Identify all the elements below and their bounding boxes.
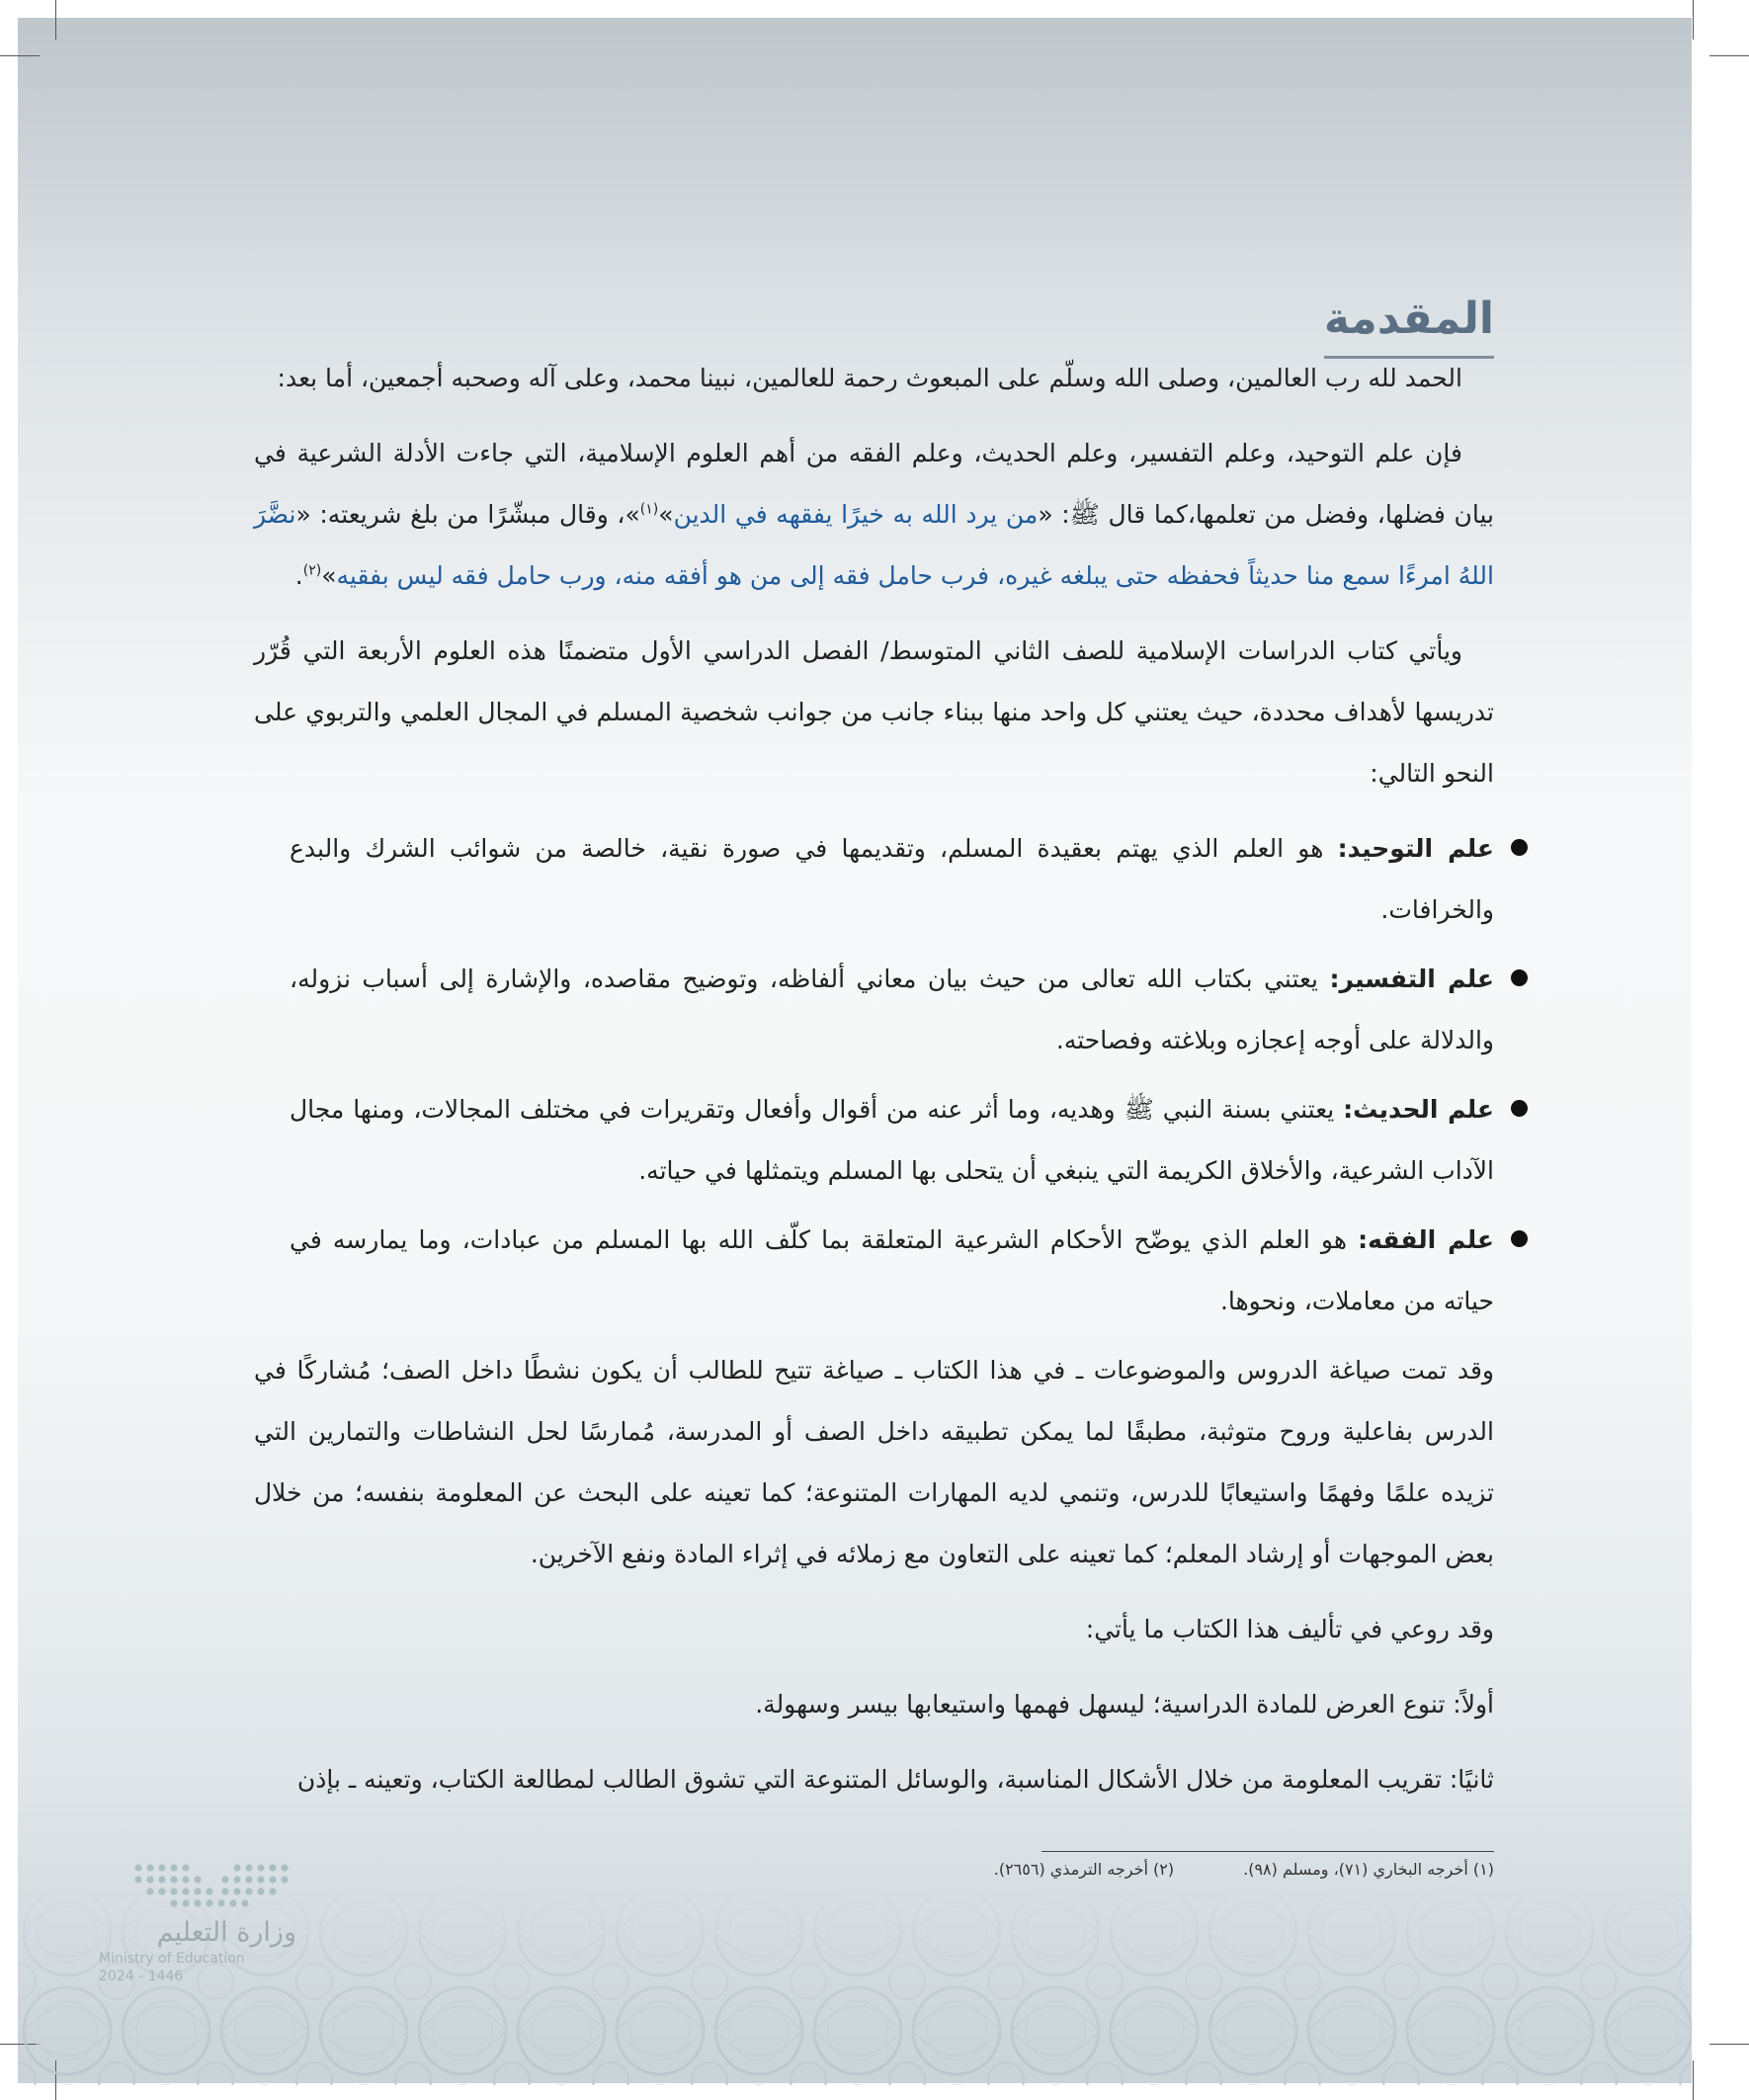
list-item — [290, 949, 1494, 1071]
crop-mark — [1709, 2044, 1749, 2045]
term-description: يعتني بسنة النبي ﷺ وهديه، وما أثر عنه من أقوال وأفعال وتقريرات في مختلف المجالات، ومنها مجال الآداب الشرعية، والأخلاق الكريمة التي ينبغي أن يتحلى بها المسلم ويتمثلها في حياته. — [290, 1095, 1494, 1185]
footnote-reference: (١) — [639, 501, 659, 518]
bullet-icon — [1511, 969, 1528, 986]
list-item — [290, 818, 1494, 941]
paragraph-lesson-design: وقد تمت صياغة الدروس والموضوعات ـ في هذا الكتاب ـ صياغة تتيح للطالب أن يكون نشطًا داخل الصف؛ مُشاركًا في الدرس بفاعلية وروح متوثبة، مطبقًا لما يمكن تطبيقه داخل الصف أو المدرسة، مُمارسًا لحل النشاطات والتمارين التي تزيده علمًا وفهمًا واستيعابًا للدرس، وتنمي لديه المهارات المتنوعة؛ كما تعينه على البحث عن المعلومة بنفسه؛ من خلال بعض الموجهات أو إرشاد المعلم؛ كما تعينه على التعاون مع زملائه في إثراء المادة ونفع الآخرين. — [254, 1356, 1494, 1568]
paragraph-text: . — [294, 561, 303, 590]
edition-year: 2024 - 1446 — [99, 1969, 184, 1985]
term-label: علم الحديث: — [1343, 1095, 1494, 1124]
hadith-quote: نضَّرَ اللهُ امرءًا سمع منا حديثاً فحفظه حتى يبلغه غيره، فرب حامل فقه إلى من هو أفقه منه، ورب حامل فقه ليس بفقيه — [254, 500, 1494, 590]
bullet-icon — [1511, 839, 1528, 856]
bullet-icon — [1511, 1230, 1528, 1247]
introduction-body — [254, 348, 1494, 1824]
ministry-name-arabic: وزارة التعليم — [156, 1917, 296, 1948]
list-item — [290, 1079, 1494, 1202]
ministry-name-english: Ministry of Education — [99, 1951, 245, 1968]
paragraph-opening: الحمد لله رب العالمين، وصلى الله وسلّم على المبعوث رحمة للعالمين، نبينا محمد، وعلى آله وصحبه أجمعين، أما بعد: — [277, 364, 1462, 392]
bullet-icon — [1511, 1100, 1528, 1117]
crop-mark — [1709, 55, 1749, 56]
ministry-logo-icon — [128, 1858, 296, 1909]
paragraph-text: »، وقال مبشّرًا من بلغ شريعته: « — [295, 500, 640, 529]
sciences-list — [254, 818, 1494, 1332]
paragraph-considerations: وقد روعي في تأليف هذا الكتاب ما يأتي: — [1085, 1615, 1494, 1643]
term-label: علم الفقه: — [1358, 1225, 1494, 1254]
term-label: علم التفسير: — [1329, 965, 1494, 993]
hadith-quote: من يرد الله به خيرًا يفقهه في الدين — [673, 500, 1039, 529]
crop-mark — [0, 55, 40, 56]
paragraph-first-point: أولاً: تنوع العرض للمادة الدراسية؛ ليسهل فهمها واستيعابها بيسر وسهولة. — [755, 1690, 1494, 1719]
term-description: يعتني بكتاب الله تعالى من حيث بيان معاني ألفاظه، وتوضيح مقاصده، والإشارة إلى أسباب نزوله، والدلالة على أوجه إعجازه وبلاغته وفصاحته. — [290, 965, 1494, 1054]
paragraph-text: » — [321, 561, 337, 590]
footnotes — [901, 1860, 1494, 1879]
paragraph-book-overview: ويأتي كتاب الدراسات الإسلامية للصف الثاني المتوسط/ الفصل الدراسي الأول متضمنًا هذه العلوم الأربعة التي قُرّر تدريسها لأهداف محددة، حيث يعتني كل واحد منها ببناء جانب من جوانب شخصية المسلم في المجال العلمي والتربوي على النحو التالي: — [254, 636, 1494, 788]
paragraph-text: » — [658, 500, 674, 529]
crop-mark — [1693, 2060, 1694, 2100]
term-description: هو العلم الذي يهتم بعقيدة المسلم، وتقديمها في صورة نقية، خالصة من شوائب الشرك والبدع والخرافات. — [290, 834, 1494, 924]
paragraph-text: فإن علم التوحيد، وعلم التفسير، وعلم الحديث، وعلم الفقه من أهم العلوم الإسلامية، التي جاءت الأدلة الشرعية في بيان فضلها، وفضل من تعلمها،كما قال ﷺ: « — [254, 439, 1494, 529]
term-description: هو العلم الذي يوضّح الأحكام الشرعية المتعلقة بما كلّف الله بها المسلم من عبادات، وما يمارسه في حياته من معاملات، ونحوها. — [290, 1225, 1494, 1315]
paragraph-sciences-virtue — [254, 423, 1494, 607]
footnote: (٢) أخرجه الترمذي (٢٦٥٦). — [993, 1860, 1175, 1879]
list-item — [290, 1210, 1494, 1332]
footnote-divider — [1041, 1851, 1494, 1852]
ministry-logo — [99, 1858, 296, 1985]
footnote-reference: (٢) — [302, 562, 322, 579]
page-title: المقدمة — [1324, 294, 1494, 359]
crop-mark — [1693, 0, 1694, 40]
footnote: (١) أخرجه البخاري (٧١)، ومسلم (٩٨). — [1243, 1860, 1494, 1879]
paragraph-second-point: ثانيًا: تقريب المعلومة من خلال الأشكال المناسبة، والوسائل المتنوعة التي تشوق الطالب لمطالعة الكتاب، وتعينه ـ بإذن — [296, 1765, 1494, 1794]
crop-mark — [55, 0, 56, 40]
term-label: علم التوحيد: — [1337, 834, 1494, 863]
